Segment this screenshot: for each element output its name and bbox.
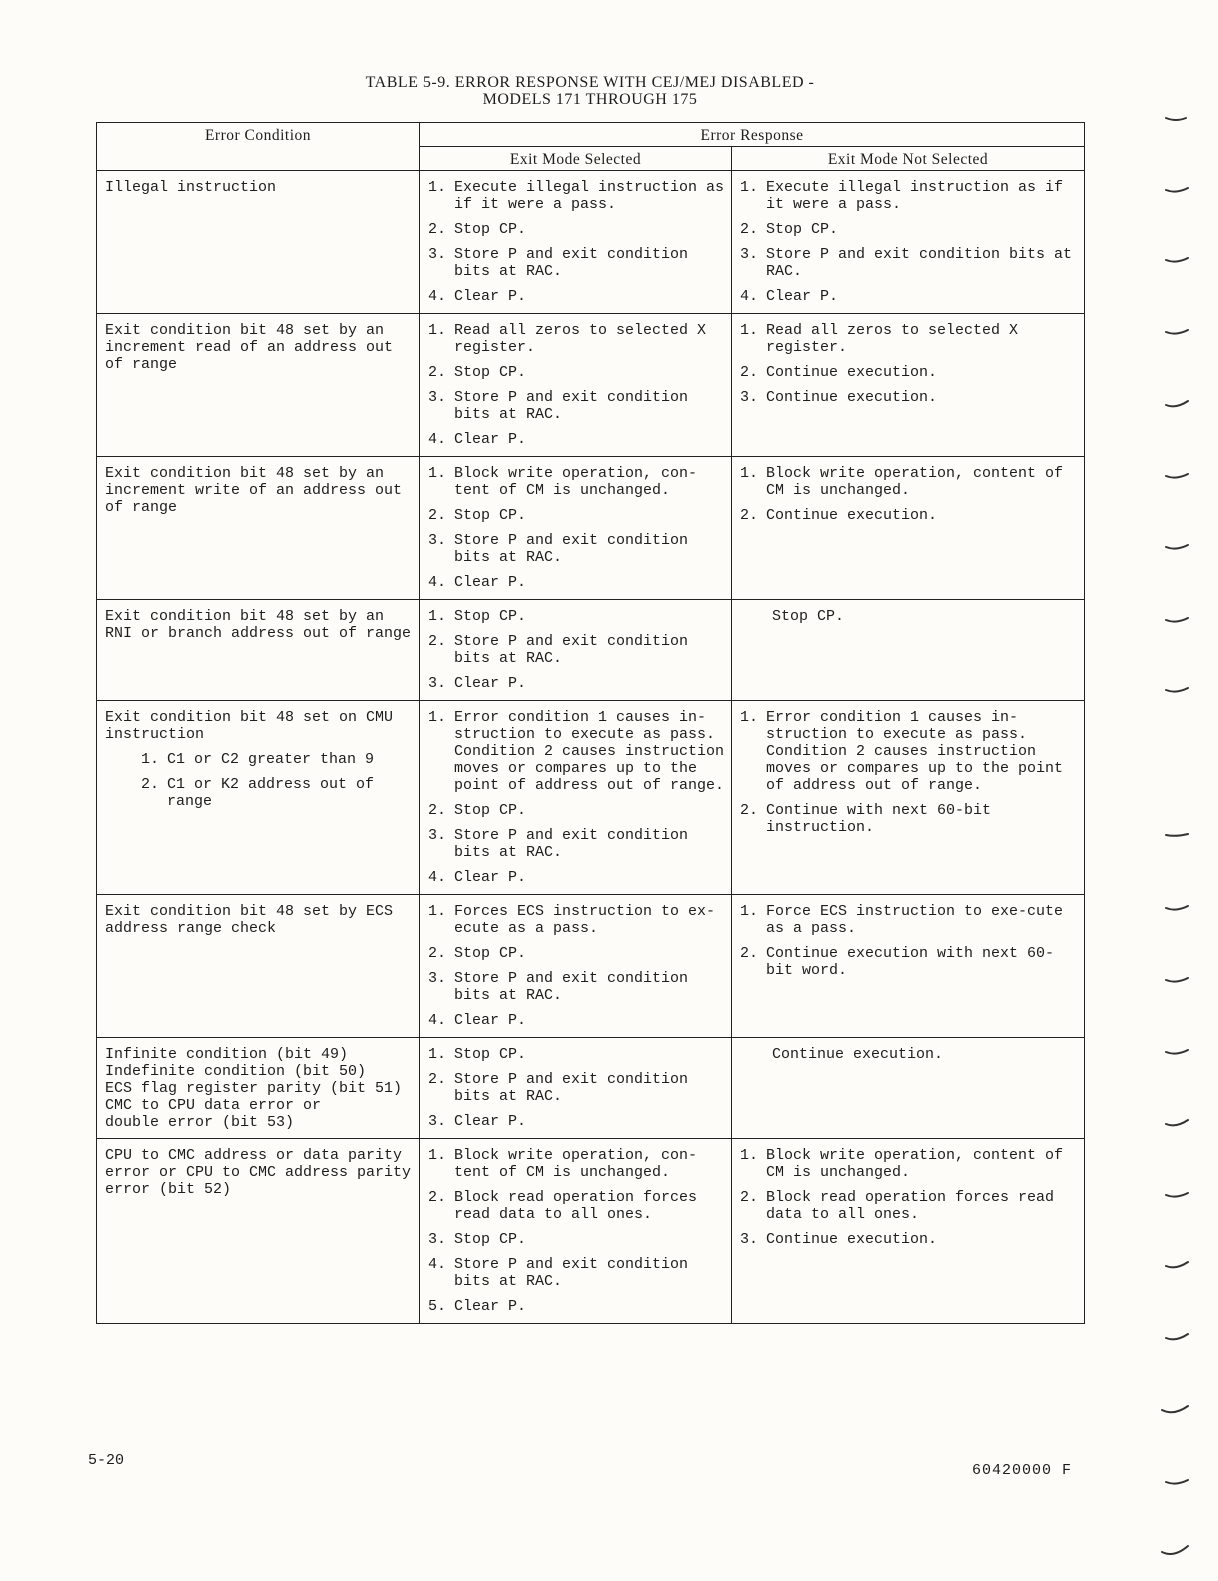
binding-mark [1162,1546,1188,1554]
step-text: Store P and exit condition bits at RAC. [454,532,689,566]
response-step [428,1071,725,1105]
error-condition-cell [97,895,420,1038]
header-exit-mode-selected: Exit Mode Selected [420,147,732,171]
error-condition-text: Exit condition bit 48 set by ECS address range check [105,903,394,937]
binding-mark [1166,1193,1188,1197]
step-number: 2. [740,1189,759,1206]
step-number: 3. [428,827,447,844]
step-number: 4. [428,869,447,886]
step-text: Error condition 1 causes in-struction to execute as pass. Condition 2 causes instruction moves or compares up to the point of address out of range. [454,709,725,794]
step-number: 1. [428,903,447,920]
exit-selected-cell [420,314,732,457]
response-step [428,903,725,937]
response-step-list [740,465,1078,524]
step-text: Store P and exit condition bits at RAC. [454,1071,689,1105]
response-step [740,802,1078,836]
response-step-list [740,322,1078,406]
table-row [97,895,1085,1038]
response-step [740,389,1078,406]
step-number: 1. [428,1046,447,1063]
response-step [428,431,725,448]
header-exit-mode-not-selected: Exit Mode Not Selected [732,147,1085,171]
error-response-table [96,122,1085,1324]
error-condition-cell [97,701,420,895]
binding-mark [1166,1334,1188,1339]
step-number: 1. [740,903,759,920]
step-number: 1. [428,608,447,625]
table-title-line1: TABLE 5-9. ERROR RESPONSE WITH CEJ/MEJ DISABLED - [365,74,815,91]
step-number: 4. [428,288,447,305]
response-step [428,1113,725,1130]
step-text: Clear P. [454,288,527,305]
step-number: 5. [428,1298,447,1315]
exit-selected-cell [420,701,732,895]
binding-mark [1162,1406,1188,1412]
step-text: Stop CP. [454,1046,527,1063]
response-step [428,1147,725,1181]
response-step [428,221,725,238]
step-text: Block read operation forces read data to all ones. [454,1189,698,1223]
step-text: Stop CP. [766,221,839,238]
step-number: 3. [428,246,447,263]
step-number: 2. [740,364,759,381]
response-step [428,532,725,566]
error-condition-text: Exit condition bit 48 set by an RNI or branch address out of range [105,608,412,642]
exit-not-selected-cell [732,171,1085,314]
step-number: 4. [428,1256,447,1273]
response-step [428,1189,725,1223]
step-number: 1. [428,179,447,196]
response-step [428,288,725,305]
response-step-list [428,179,725,305]
step-number: 1. [740,179,759,196]
binding-mark [1166,1120,1188,1125]
step-text: Forces ECS instruction to ex-ecute as a pass. [454,903,716,937]
table-row [97,1038,1085,1139]
step-text: Block write operation, content of CM is unchanged. [766,1147,1064,1181]
step-number: 2. [740,945,759,962]
step-number: 3. [740,389,759,406]
step-number: 2. [428,221,447,238]
step-text: Store P and exit condition bits at RAC. [454,389,689,423]
response-step-list [740,1147,1078,1248]
step-number: 3. [740,1231,759,1248]
step-number: 3. [428,1231,447,1248]
error-condition-text: Illegal instruction [105,179,277,196]
response-step-list [740,179,1078,305]
step-text: Execute illegal instruction as if it were a pass. [454,179,725,213]
binding-mark [1166,834,1188,836]
subitem-text: C1 or C2 greater than 9 [167,751,375,768]
step-text: Clear P. [454,1012,527,1029]
response-step [740,221,1078,238]
step-text: Store P and exit condition bits at RAC. [454,970,689,1004]
condition-subitem [141,776,413,810]
error-condition-text: CPU to CMC address or data parity error or CPU to CMC address parity error (bit 52) [105,1147,412,1198]
response-step [740,364,1078,381]
step-number: 2. [428,1189,447,1206]
response-step [740,1189,1078,1223]
response-step [428,179,725,213]
exit-not-selected-cell [732,1038,1085,1139]
response-step-list [428,903,725,1029]
condition-sublist [141,751,413,810]
response-step [428,608,725,625]
error-condition-cell [97,600,420,701]
response-text: Continue execution. [772,1046,944,1063]
header-error-response: Error Response [420,123,1085,147]
response-step [428,1256,725,1290]
step-number: 4. [428,574,447,591]
step-text: Read all zeros to selected X register. [454,322,707,356]
step-number: 2. [428,1071,447,1088]
response-step [428,633,725,667]
step-text: Continue with next 60-bit instruction. [766,802,992,836]
step-number: 4. [428,1012,447,1029]
error-condition-text: Exit condition bit 48 set on CMU instruction [105,709,394,743]
step-text: Block write operation, con-tent of CM is unchanged. [454,465,698,499]
error-condition-cell [97,314,420,457]
response-step [428,869,725,886]
step-text: Block write operation, con-tent of CM is unchanged. [454,1147,698,1181]
table-body [97,171,1085,1324]
step-number: 2. [740,507,759,524]
table-row [97,1139,1085,1324]
response-step-list [428,608,725,692]
binding-mark [1166,474,1188,478]
response-step-list [740,709,1078,836]
response-step [740,322,1078,356]
error-condition-cell [97,457,420,600]
response-step [428,827,725,861]
response-step [740,709,1078,794]
step-text: Clear P. [454,574,527,591]
step-text: Continue execution. [766,507,938,524]
step-number: 1. [428,322,447,339]
step-number: 1. [428,709,447,726]
step-number: 2. [428,945,447,962]
table-row [97,457,1085,600]
response-step-list [428,322,725,448]
step-text: Stop CP. [454,221,527,238]
response-step-list [428,709,725,886]
response-step-list [740,903,1078,979]
binding-mark [1166,401,1188,406]
exit-not-selected-cell [732,895,1085,1038]
exit-selected-cell [420,1038,732,1139]
step-text: Clear P. [454,869,527,886]
error-condition-cell [97,1038,420,1139]
exit-not-selected-cell [732,701,1085,895]
margin-binding-marks [1150,0,1210,1581]
binding-mark [1166,118,1186,120]
step-number: 4. [428,431,447,448]
response-step [740,1231,1078,1248]
binding-mark [1166,978,1188,982]
step-text: Store P and exit condition bits at RAC. [454,1256,689,1290]
binding-mark [1166,1480,1188,1484]
response-text: Stop CP. [772,608,845,625]
step-text: Continue execution. [766,389,938,406]
binding-mark [1166,906,1188,910]
response-step [428,574,725,591]
step-text: Stop CP. [454,802,527,819]
step-text: Continue execution. [766,1231,938,1248]
binding-mark [1166,618,1188,622]
table-row [97,171,1085,314]
response-step [740,945,1078,979]
document-number: 60420000 F [972,1462,1073,1479]
response-step [428,970,725,1004]
error-condition-cell [97,1139,420,1324]
step-number: 3. [428,675,447,692]
response-step-list [428,1147,725,1315]
step-text: Stop CP. [454,945,527,962]
response-step [428,1298,725,1315]
step-number: 1. [740,322,759,339]
step-text: Continue execution. [766,364,938,381]
page-number: 5-20 [88,1452,125,1469]
exit-selected-cell [420,895,732,1038]
binding-mark [1166,188,1188,192]
step-number: 4. [740,288,759,305]
subitem-number: 2. [141,776,160,793]
response-step [740,179,1078,213]
step-text: Force ECS instruction to exe-cute as a pass. [766,903,1064,937]
response-step [428,1231,725,1248]
error-condition-text: Exit condition bit 48 set by an increment read of an address out of range [105,322,394,373]
step-number: 1. [740,465,759,482]
table-title [0,74,1180,108]
response-step-list [428,465,725,591]
step-text: Block read operation forces read data to all ones. [766,1189,1055,1223]
step-number: 3. [428,532,447,549]
response-step [428,364,725,381]
step-text: Store P and exit condition bits at RAC. [454,827,689,861]
step-text: Store P and exit condition bits at RAC. [454,246,689,280]
step-number: 1. [740,709,759,726]
header-error-condition: Error Condition [97,123,420,171]
step-text: Stop CP. [454,364,527,381]
step-text: Clear P. [766,288,839,305]
step-number: 2. [428,507,447,524]
binding-mark [1166,330,1188,334]
table-row [97,701,1085,895]
step-text: Clear P. [454,675,527,692]
exit-not-selected-cell [732,600,1085,701]
response-step [428,465,725,499]
step-number: 2. [740,802,759,819]
exit-selected-cell [420,171,732,314]
table-title-line2: MODELS 171 THROUGH 175 [482,91,698,108]
response-step [428,709,725,794]
step-number: 2. [428,802,447,819]
condition-subitem [141,751,413,768]
step-text: Error condition 1 causes in-struction to execute as pass. Condition 2 causes instruction moves or compares up to the point of address out of range. [766,709,1064,794]
step-number: 2. [740,221,759,238]
table-row [97,600,1085,701]
response-step [740,288,1078,305]
step-text: Stop CP. [454,1231,527,1248]
table-row [97,314,1085,457]
step-text: Store P and exit condition bits at RAC. [766,246,1073,280]
step-number: 3. [428,389,447,406]
response-step [428,1012,725,1029]
binding-mark [1166,1050,1188,1054]
error-condition-cell [97,171,420,314]
error-condition-text: Exit condition bit 48 set by an increment write of an address out of range [105,465,403,516]
step-number: 1. [428,465,447,482]
step-number: 1. [740,1147,759,1164]
response-step [428,322,725,356]
step-text: Clear P. [454,1298,527,1315]
response-step [740,1147,1078,1181]
exit-selected-cell [420,600,732,701]
step-number: 2. [428,633,447,650]
response-step [428,389,725,423]
response-step [740,903,1078,937]
step-text: Stop CP. [454,507,527,524]
exit-not-selected-cell [732,457,1085,600]
response-step [428,675,725,692]
response-step [428,945,725,962]
response-step [428,802,725,819]
step-text: Read all zeros to selected X register. [766,322,1019,356]
binding-mark [1166,545,1188,549]
response-step [428,246,725,280]
response-step [428,1046,725,1063]
response-step [740,246,1078,280]
step-text: Continue execution with next 60-bit word. [766,945,1055,979]
binding-mark [1166,258,1188,262]
binding-mark [1166,1262,1188,1267]
exit-selected-cell [420,457,732,600]
step-number: 3. [428,970,447,987]
subitem-text: C1 or K2 address out of range [167,776,375,810]
step-text: Execute illegal instruction as if it were a pass. [766,179,1064,213]
response-step [740,465,1078,499]
step-text: Stop CP. [454,608,527,625]
response-step [428,507,725,524]
step-number: 3. [428,1113,447,1130]
step-text: Clear P. [454,431,527,448]
exit-not-selected-cell [732,1139,1085,1324]
response-step [740,507,1078,524]
step-number: 2. [428,364,447,381]
subitem-number: 1. [141,751,160,768]
error-condition-text: Infinite condition (bit 49) Indefinite condition (bit 50) ECS flag register parity (bit 51) CMC to CPU data error or double error (bit 53) [105,1046,403,1131]
step-number: 3. [740,246,759,263]
step-text: Clear P. [454,1113,527,1130]
response-step-list [428,1046,725,1130]
step-text: Store P and exit condition bits at RAC. [454,633,689,667]
exit-not-selected-cell [732,314,1085,457]
exit-selected-cell [420,1139,732,1324]
binding-mark [1166,688,1188,692]
step-text: Block write operation, content of CM is unchanged. [766,465,1064,499]
step-number: 1. [428,1147,447,1164]
